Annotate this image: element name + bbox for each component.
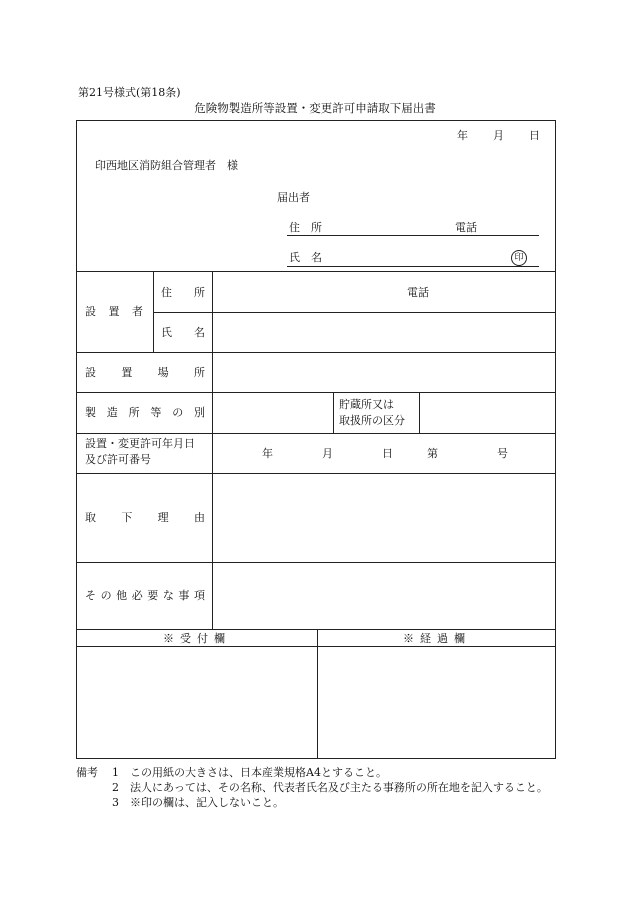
location-label: 設 置 場 所 (85, 366, 205, 379)
withdrawal-reason-label: 取 下 理 由 (85, 511, 205, 524)
installer-address-label: 住 所 (161, 286, 205, 299)
note-item: 備考 1 この用紙の大きさは、日本産業規格A4とすること。 (76, 766, 387, 779)
other-matters-label: そ の 他 必 要 な 事 項 (85, 589, 205, 602)
notifier-name-label: 氏 名 (289, 251, 322, 264)
permit-day: 日 (382, 447, 393, 460)
date-month: 月 (493, 129, 504, 142)
form-frame (76, 120, 556, 630)
notes-section (76, 765, 561, 810)
note-item: 2 法人にあっては、その名称、代表者氏名及び主たる事務所の所在地を記入すること。 (112, 781, 548, 794)
installer-phone-label: 電話 (407, 286, 429, 299)
progress-column-label: ※経過欄 (403, 632, 471, 645)
installer-label: 設 置 者 (85, 305, 143, 318)
permit-go: 号 (497, 447, 508, 460)
reception-column-label: ※受付欄 (163, 632, 231, 645)
notifier-phone-label: 電話 (455, 221, 477, 234)
date-day: 日 (529, 129, 540, 142)
date-year: 年 (457, 129, 468, 142)
notes-heading: 備考 (76, 766, 98, 779)
permit-year: 年 (262, 447, 273, 460)
permit-label-line1: 設置・変更許可年月日 (85, 437, 195, 450)
facility-type-label: 製 造 所 等 の 別 (85, 406, 205, 419)
form-id: 第21号様式(第18条) (78, 86, 181, 99)
permit-dai: 第 (427, 447, 438, 460)
note-item: 3 ※印の欄は、記入しないこと。 (112, 796, 284, 809)
notifier-label: 届出者 (277, 191, 310, 204)
permit-month: 月 (322, 447, 333, 460)
installer-name-label: 氏 名 (161, 326, 205, 339)
storage-type-line2: 取扱所の区分 (339, 414, 405, 427)
notifier-address-label: 住 所 (289, 221, 322, 234)
permit-label-line2: 及び許可番号 (85, 453, 151, 466)
form-title: 危険物製造所等設置・変更許可申請取下届出書 (194, 101, 436, 115)
seal-mark: 印 (511, 250, 527, 266)
addressee: 印西地区消防組合管理者 様 (95, 159, 238, 172)
storage-type-line1: 貯蔵所又は (339, 398, 394, 411)
office-use-frame (76, 629, 556, 759)
